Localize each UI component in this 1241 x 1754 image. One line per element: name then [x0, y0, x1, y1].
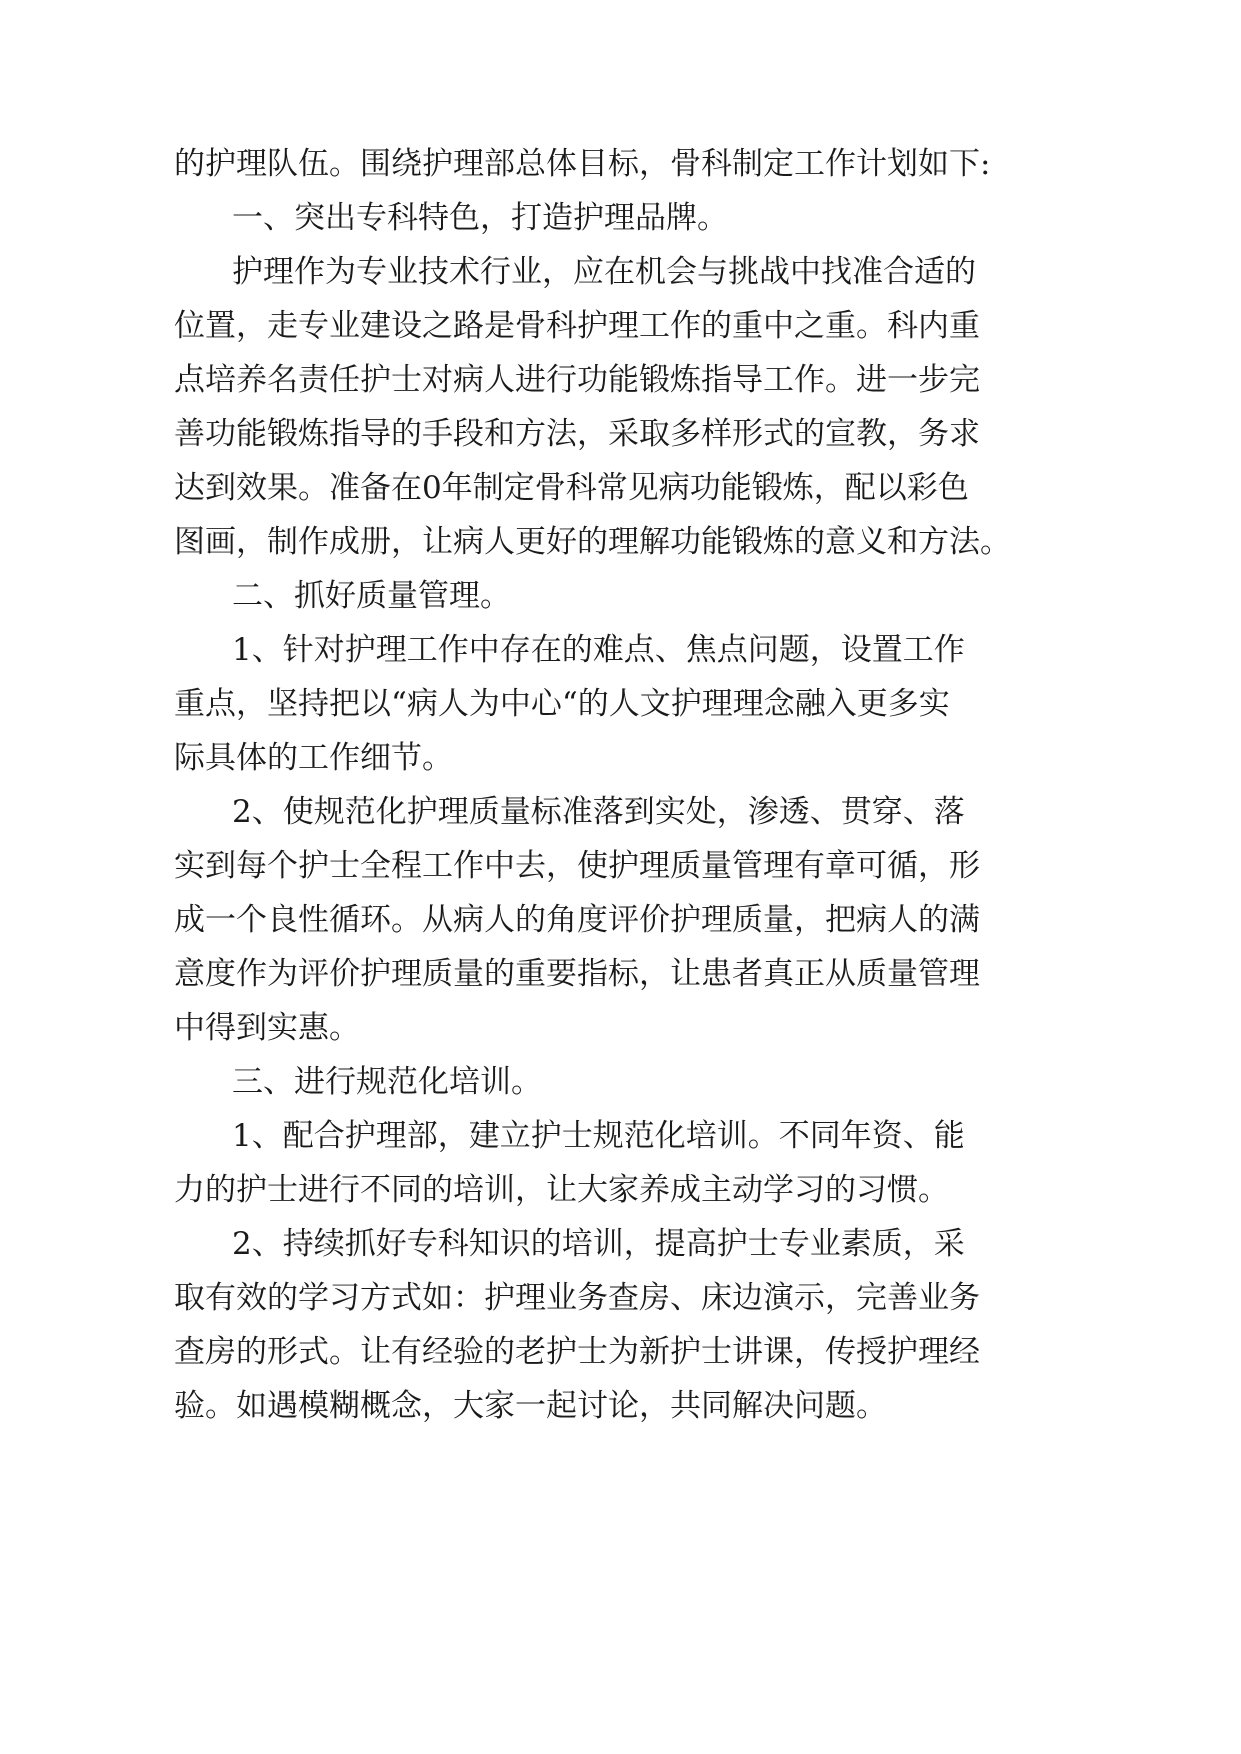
text-line: 查房的形式。让有经验的老护士为新护士讲课，传授护理经: [174, 1334, 980, 1370]
text-line: 取有效的学习方式如：护理业务查房、床边演示，完善业务: [174, 1280, 980, 1316]
text-line: 1、配合护理部，建立护士规范化培训。不同年资、能: [232, 1118, 965, 1154]
text-line: 力的护士进行不同的培训，让大家养成主动学习的习惯。: [174, 1172, 949, 1208]
text-line: 图画，制作成册，让病人更好的理解功能锻炼的意义和方法。: [174, 524, 1011, 560]
text-line: 的护理队伍。围绕护理部总体目标，骨科制定工作计划如下:: [174, 146, 991, 182]
text-line: 际具体的工作细节。: [174, 740, 453, 776]
text-line: 2、使规范化护理质量标准落到实处，渗透、贯穿、落: [232, 794, 965, 830]
text-line: 1、针对护理工作中存在的难点、焦点问题，设置工作: [232, 632, 965, 668]
text-line: 重点，坚持把以“病人为中心“的人文护理理念融入更多实: [174, 686, 950, 722]
text-line: 护理作为专业技术行业，应在机会与挑战中找准合适的: [232, 254, 976, 290]
text-line: 中得到实惠。: [174, 1010, 360, 1046]
text-line: 2、持续抓好专科知识的培训，提高护士专业素质，采: [232, 1226, 965, 1262]
text-line: 位置，走专业建设之路是骨科护理工作的重中之重。科内重: [174, 308, 980, 344]
text-line: 实到每个护士全程工作中去，使护理质量管理有章可循，形: [174, 848, 980, 884]
section-heading: 三、进行规范化培训。: [232, 1064, 542, 1100]
text-line: 善功能锻炼指导的手段和方法，采取多样形式的宣教，务求: [174, 416, 980, 452]
text-line: 达到效果。准备在0年制定骨科常见病功能锻炼，配以彩色: [174, 470, 969, 506]
text-line: 验。如遇模糊概念，大家一起讨论，共同解决问题。: [174, 1388, 887, 1424]
section-heading: 二、抓好质量管理。: [232, 578, 511, 614]
text-line: 成一个良性循环。从病人的角度评价护理质量，把病人的满: [174, 902, 980, 938]
text-line: 点培养名责任护士对病人进行功能锻炼指导工作。进一步完: [174, 362, 980, 398]
section-heading: 一、突出专科特色，打造护理品牌。: [232, 200, 728, 236]
text-line: 意度作为评价护理质量的重要指标，让患者真正从质量管理: [174, 956, 980, 992]
